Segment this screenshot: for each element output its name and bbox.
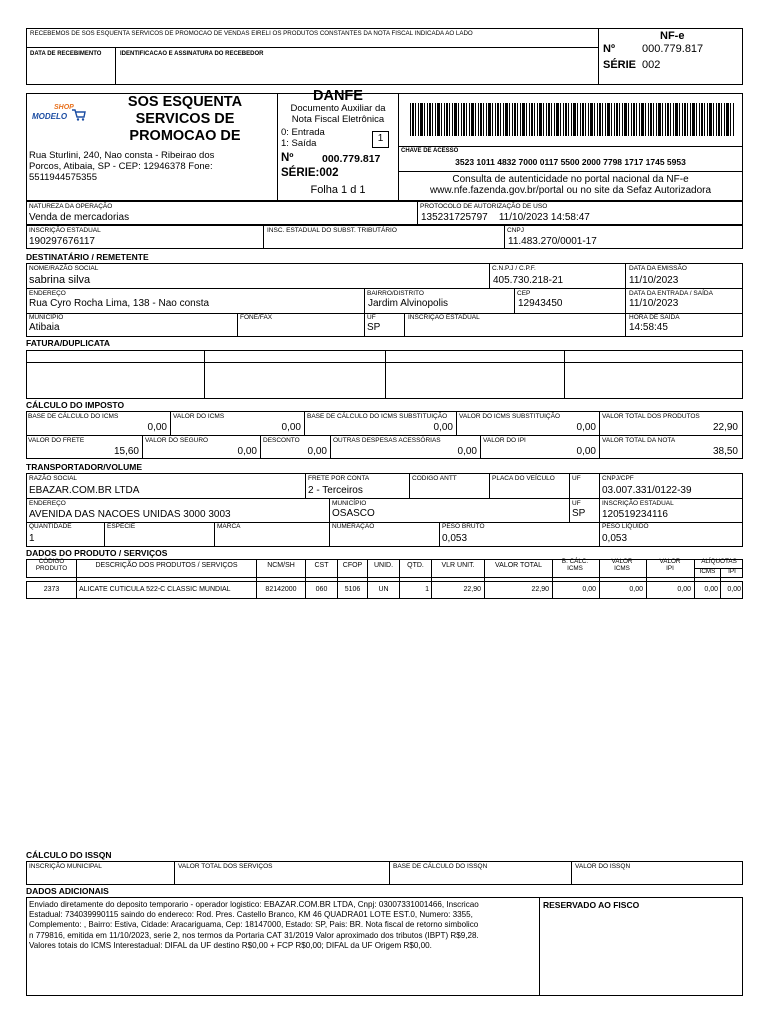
natureza-label: NATUREZA DA OPERAÇÃO xyxy=(29,203,113,210)
dest-cnpj: 405.730.218-21 xyxy=(493,275,564,286)
dest-ie-label: INSCRIÇÃO ESTADUAL xyxy=(408,314,480,321)
dest-endereco-label: ENDEREÇO xyxy=(29,290,66,297)
dest-uf-label: UF xyxy=(367,314,376,321)
danfe-folha: Folha 1 d 1 xyxy=(310,184,366,196)
emitter-address-1: Rua Sturlini, 240, Nao consta - Ribeirao dos xyxy=(29,150,215,161)
dest-cep: 12943450 xyxy=(518,298,563,309)
row-qtd: 1 xyxy=(425,586,429,593)
v-prod-label: VALOR TOTAL DOS PRODUTOS xyxy=(602,413,700,420)
danfe-tipo: 1 xyxy=(377,133,384,144)
transp-razao: EBAZAR.COM.BR LTDA xyxy=(29,485,140,496)
transp-qtd-label: QUANTIDADE xyxy=(29,523,72,530)
dest-uf: SP xyxy=(367,322,381,333)
seguro: 0,00 xyxy=(237,446,257,457)
dest-emissao-label: DATA DA EMISSÃO xyxy=(629,265,687,272)
logo-bottom-text: MODELO xyxy=(32,112,68,121)
row-vlr-unit: 22,90 xyxy=(463,586,481,593)
v-prod: 22,90 xyxy=(712,422,738,433)
dest-entrada: 11/10/2023 xyxy=(629,298,679,309)
v-nota-label: VALOR TOTAL DA NOTA xyxy=(602,437,676,444)
dest-bairro-label: BAIRRO/DISTRITO xyxy=(367,290,424,297)
frete: 15,60 xyxy=(113,446,139,457)
col-codigo: CÓDIGO PRODUTO xyxy=(35,558,68,572)
transp-municipio-label: MUNICÍPIO xyxy=(332,500,367,507)
bc-st-label: BASE DE CÁLCULO DO ICMS SUBSTITUIÇÃO xyxy=(307,413,448,420)
destinatario-section: DESTINATÁRIO / REMETENTE xyxy=(26,252,149,262)
dest-endereco: Rua Cyro Rocha Lima, 138 - Nao consta xyxy=(29,298,210,309)
outras: 0,00 xyxy=(457,446,477,457)
row-cst: 060 xyxy=(315,586,328,593)
col-descricao: DESCRIÇÃO DOS PRODUTOS / SERVIÇOS xyxy=(95,562,238,569)
adicionais-section: DADOS ADICIONAIS xyxy=(26,886,109,896)
desconto: 0,00 xyxy=(307,446,327,457)
transp-pl-label: PESO LÍQUIDO xyxy=(602,523,649,530)
issqn-box xyxy=(26,861,743,885)
col-aliq-ipi: IPI xyxy=(728,568,736,575)
transp-endereco-label: ENDEREÇO xyxy=(29,500,66,507)
col-valor-total: VALOR TOTAL xyxy=(495,562,542,569)
col-unid: UNID. xyxy=(373,562,394,569)
row-descricao: ALICATE CUTICULA 522-C CLASSIC MUNDIAL xyxy=(79,586,231,593)
row-unid: UN xyxy=(378,586,389,593)
dest-municipio: Atibaia xyxy=(29,322,60,333)
col-aliq-icms: ICMS xyxy=(699,568,716,575)
transp-uf2-label: UF xyxy=(572,500,581,507)
logo-top-text: SHOP xyxy=(54,104,74,111)
transp-cnpj: 03.007.331/0122-39 xyxy=(602,485,692,496)
v-nota: 38,50 xyxy=(712,446,738,457)
dest-municipio-label: MUNICÍPIO xyxy=(29,314,64,321)
issqn-section: CÁLCULO DO ISSQN xyxy=(26,850,112,860)
emitter-address-2: Porcos, Atibaia, SP - CEP: 12946378 Fone: xyxy=(29,161,213,172)
transp-uf2: SP xyxy=(572,508,586,519)
iest-label: INSC. ESTADUAL DO SUBST. TRIBUTÁRIO xyxy=(267,227,397,234)
transp-numeracao-label: NUMERAÇÃO xyxy=(332,523,375,530)
logo xyxy=(32,104,88,126)
emitter-address-3: 5511944575355 xyxy=(29,172,97,183)
canhoto-serie: 002 xyxy=(642,59,661,71)
ipi-label: VALOR DO IPI xyxy=(483,437,526,444)
outras-label: OUTRAS DESPESAS ACESSÓRIAS xyxy=(333,437,441,444)
transp-ie: 120519234116 xyxy=(602,509,668,520)
transportador-section: TRANSPORTADOR/VOLUME xyxy=(26,462,143,472)
danfe-subtitle-2: Nota Fiscal Eletrônica xyxy=(291,114,385,125)
row-aliq-icms: 0,00 xyxy=(704,586,718,593)
chave-label: CHAVE DE ACESSO xyxy=(401,148,459,154)
row-bc-icms: 0,00 xyxy=(582,586,596,593)
row-cfop: 5106 xyxy=(344,586,361,593)
transp-qtd: 1 xyxy=(29,533,35,544)
col-vlr-unit: VLR UNIT. xyxy=(441,562,475,569)
transp-pb: 0,053 xyxy=(442,533,468,544)
canhoto-number: 000.779.817 xyxy=(642,43,704,55)
col-ncm: NCM/SH xyxy=(267,562,295,569)
desconto-label: DESCONTO xyxy=(263,437,300,444)
issqn-vts-label: VALOR TOTAL DOS SERVIÇOS xyxy=(178,863,273,870)
emitter-name-3: PROMOCAO DE xyxy=(129,128,241,144)
ie-value: 190297676117 xyxy=(29,236,95,247)
emitter-name-2: SERVICOS DE xyxy=(135,111,235,127)
v-icms: 0,00 xyxy=(281,422,301,433)
danfe-saida: 1: Saída xyxy=(281,138,317,149)
produtos-section: DADOS DO PRODUTO / SERVIÇOS xyxy=(26,548,168,558)
emit-cnpj-value: 11.483.270/0001-17 xyxy=(508,236,597,247)
consulta-line-1: Consulta de autenticidade no portal nacional da NF-e xyxy=(452,174,689,185)
emit-cnpj-label: CNPJ xyxy=(507,227,524,234)
dest-emissao: 11/10/2023 xyxy=(629,275,679,286)
bc-icms: 0,00 xyxy=(147,422,167,433)
transp-cnpj-label: CNPJ/CPF xyxy=(602,475,634,482)
danfe-num-label: Nº xyxy=(281,152,294,164)
canhoto-num-label: Nº xyxy=(603,43,615,55)
transp-pl: 0,053 xyxy=(602,533,628,544)
dest-bairro: Jardim Alvinopolis xyxy=(368,298,449,309)
ie-label: INSCRIÇÃO ESTADUAL xyxy=(29,227,101,234)
natureza-value: Venda de mercadorias xyxy=(29,212,130,223)
adicionais-line: Complemento: , Bairro: Estiva, Cidade: Aracariguama, Cep: 18147000, Estado: SP, Pais: BR. Nota fiscal de retorno simbolico xyxy=(29,920,479,930)
imposto-section: CÁLCULO DO IMPOSTO xyxy=(26,400,125,410)
v-icms-label: VALOR DO ICMS xyxy=(173,413,225,420)
v-st-label: VALOR DO ICMS SUBSTITUIÇÃO xyxy=(459,413,561,420)
bc-icms-label: BASE DE CÁLCULO DO ICMS xyxy=(28,413,119,420)
col-qtd: QTD. xyxy=(407,562,424,569)
danfe-number: 000.779.817 xyxy=(322,153,381,165)
col-aliquotas: ALÍQUOTAS xyxy=(701,558,737,565)
transp-ie-label: INSCRIÇÃO ESTADUAL xyxy=(602,500,674,507)
dest-nome: sabrina silva xyxy=(29,274,91,286)
dest-hora-label: HORA DE SAÍDA xyxy=(629,314,680,321)
adicionais-text xyxy=(29,900,537,951)
issqn-im-label: INSCRIÇÃO MUNICIPAL xyxy=(29,863,102,870)
col-bc-icms: B. CÁLC. ICMS xyxy=(561,558,589,572)
row-ncm: 82142000 xyxy=(265,586,297,593)
ipi: 0,00 xyxy=(576,446,596,457)
transp-frete-label: FRETE POR CONTA xyxy=(308,475,370,482)
transp-frete: 2 - Terceiros xyxy=(308,485,363,496)
frete-label: VALOR DO FRETE xyxy=(28,437,85,444)
transp-placa-label: PLACA DO VEÍCULO xyxy=(492,475,555,482)
danfe-serie: SÉRIE:002 xyxy=(281,167,339,179)
transp-uf-label: UF xyxy=(572,475,581,482)
natureza-row xyxy=(26,201,743,225)
protocolo-value: 135231725797 11/10/2023 14:58:47 xyxy=(421,212,590,223)
seguro-label: VALOR DO SEGURO xyxy=(145,437,209,444)
chave-value: 3523 1011 4832 7000 0117 5500 2000 7798 1717 1745 5953 xyxy=(455,157,686,167)
row-aliq-ipi: 0,00 xyxy=(727,586,741,593)
transp-antt-label: CODIGO ANTT xyxy=(412,475,457,482)
adicionais-line: Enviado diretamente do deposito temporario - operador logistico: EBAZAR.COM.BR LTDA, Cnpj: 03007331001466, Inscricao xyxy=(29,900,479,909)
transp-municipio: OSASCO xyxy=(332,508,375,519)
row-v-icms: 0,00 xyxy=(629,586,643,593)
fatura-section: FATURA/DUPLICATA xyxy=(26,338,111,348)
emitter-name-1: SOS ESQUENTA xyxy=(127,94,243,110)
fisco-label: RESERVADO AO FISCO xyxy=(543,900,640,910)
canhoto-sign-label: IDENTIFICACAO E ASSINATURA DO RECEBEDOR xyxy=(120,51,264,57)
row-valor-total: 22,90 xyxy=(531,586,549,593)
protocolo-label: PROTOCOLO DE AUTORIZAÇÃO DE USO xyxy=(420,203,548,210)
issqn-bc-label: BASE DE CÁLCULO DO ISSQN xyxy=(393,863,488,870)
bc-st: 0,00 xyxy=(433,422,453,433)
col-v-icms: VALOR ICMS xyxy=(611,558,633,572)
canhoto-serie-label: SÉRIE xyxy=(603,59,637,71)
canhoto-date-label: DATA DE RECEBIMENTO xyxy=(30,51,102,57)
transp-marca-label: MARCA xyxy=(217,523,241,530)
adicionais-line: Estadual: 734039990115 saindo do endereco: Rod. Pres. Castello Branco, KM 46 QUADRA01 LOTE EST.0, Numero: 3355, xyxy=(29,910,473,920)
row-v-ipi: 0,00 xyxy=(677,586,691,593)
adicionais-line: Valores totais do ICMS Interestadual: DIFAL da UF destino R$0,00 + FCP R$0,00; DIFAL da UF Origem R$0,00. xyxy=(29,940,432,950)
adicionais-line: n 779816, emitida em 11/10/2023, serie 2, nos termos da Portaria CAT 31/2019 Valor aproximado dos tributos (IBPT) R$9,28. xyxy=(29,930,479,940)
transp-pb-label: PESO BRUTO xyxy=(442,523,485,530)
transp-razao-label: RAZÃO SOCIAL xyxy=(29,475,78,482)
dest-cnpj-label: C.N.P.J / C.P.F. xyxy=(492,265,536,272)
dest-nome-label: NOME/RAZÃO SOCIAL xyxy=(29,265,99,272)
v-st: 0,00 xyxy=(576,422,596,433)
issqn-v-label: VALOR DO ISSQN xyxy=(575,863,631,870)
dest-entrada-label: DATA DA ENTRADA / SAÍDA xyxy=(629,290,713,297)
danfe-entrada: 0: Entrada xyxy=(281,127,325,138)
canhoto-nfe-title: NF-e xyxy=(660,30,685,42)
barcode xyxy=(410,103,735,136)
consulta-line-2: www.nfe.fazenda.gov.br/portal ou no site da Sefaz Autorizadora xyxy=(429,185,712,196)
dest-cep-label: CEP xyxy=(517,290,531,297)
danfe-subtitle-1: Documento Auxiliar da xyxy=(290,103,386,114)
row-codigo: 2373 xyxy=(43,586,60,593)
dest-hora: 14:58:45 xyxy=(629,322,668,333)
cart-icon xyxy=(72,109,86,121)
dest-fone-label: FONE/FAX xyxy=(240,314,273,321)
canhoto-text: RECEBEMOS DE SOS ESQUENTA SERVICOS DE PROMOCAO DE VENDAS EIRELI OS PRODUTOS CONSTANTES DA NOTA FISCAL INDICADA AO LADO xyxy=(30,30,473,37)
transp-endereco: AVENIDA DAS NACOES UNIDAS 3000 3003 xyxy=(29,509,231,520)
col-cst: CST xyxy=(314,562,329,569)
danfe-title: DANFE xyxy=(313,88,363,104)
col-v-ipi: VALOR IPI xyxy=(659,558,681,572)
transp-especie-label: ESPÉCIE xyxy=(107,523,136,530)
col-cfop: CFOP xyxy=(342,562,363,569)
